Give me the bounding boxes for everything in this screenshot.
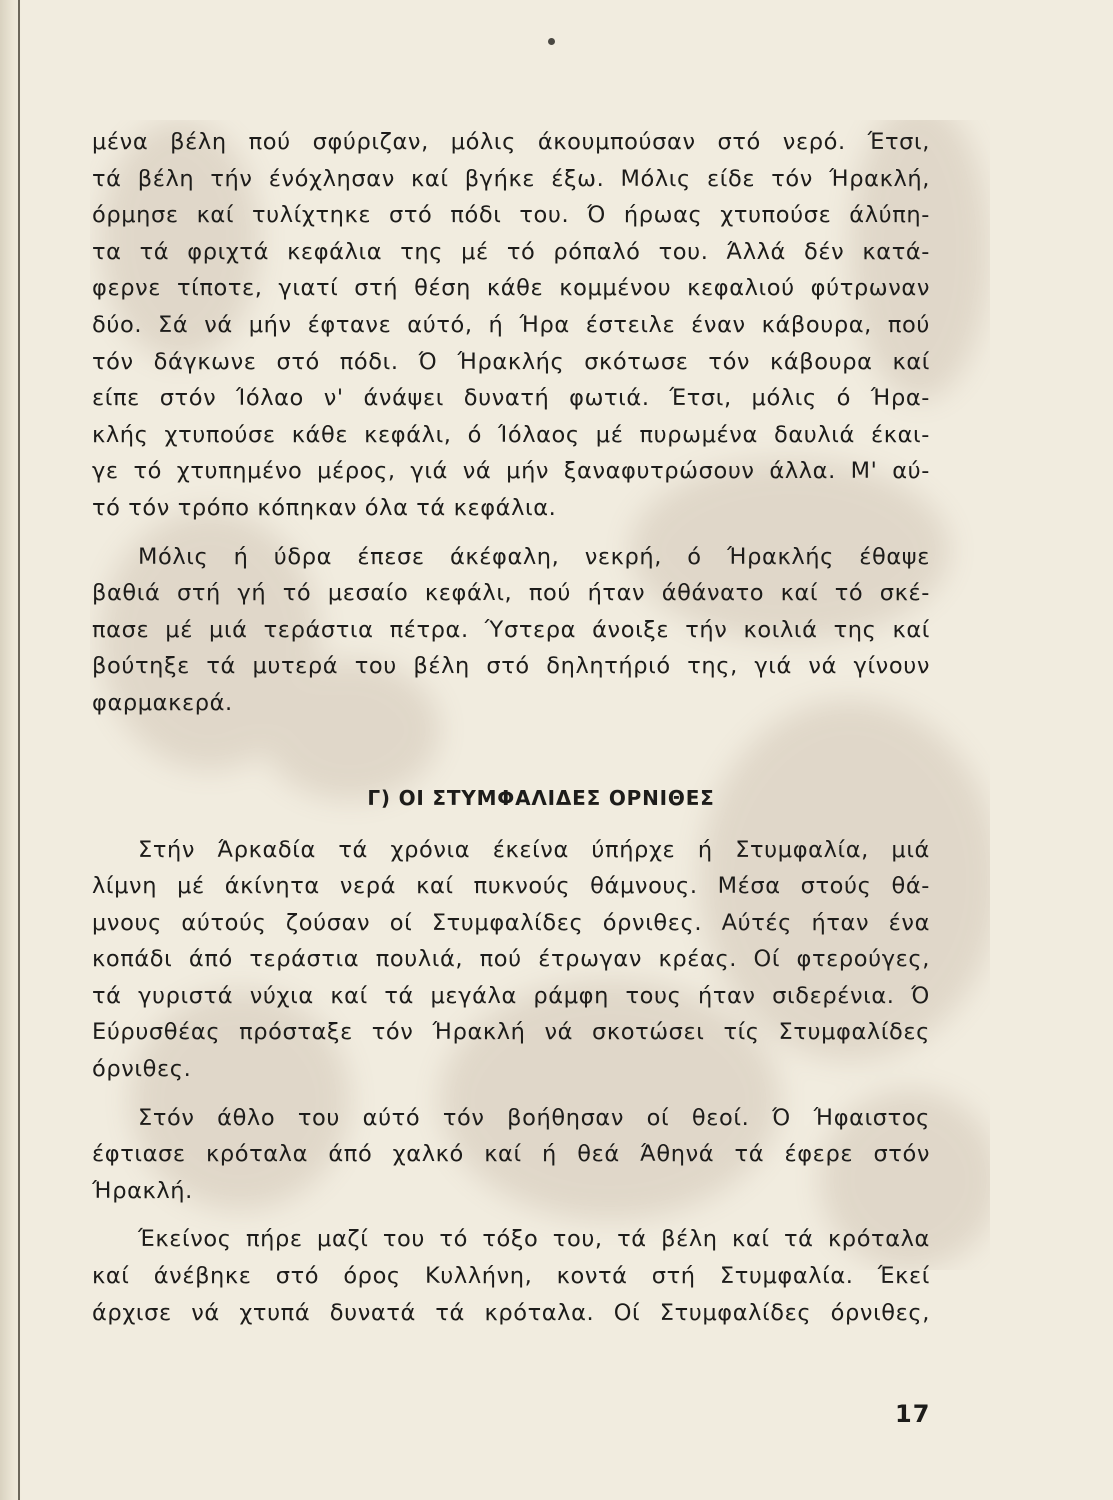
text-line: Στήν Άρκαδία τά χρόνια έκείνα ύπήρχε ή Στυμφαλία, μιά bbox=[138, 836, 930, 863]
text-line: λίμνη μέ άκίνητα νερά καί πυκνούς θάμνους. Μέσα στούς θά- bbox=[92, 873, 930, 900]
text-line: έφτιασε κρόταλα άπό χαλκό καί ή θεά Άθηνά τά έφερε στόν bbox=[92, 1141, 930, 1168]
text-line: τά γυριστά νύχια καί τά μεγάλα ράμφη τους ήταν σιδερένια. Ό bbox=[92, 982, 930, 1009]
section-heading: Γ) ΟΙ ΣΤΥΜΦΑΛΙΔΕΣ ΟΡΝΙΘΕΣ bbox=[367, 785, 715, 810]
paragraph-2 bbox=[92, 539, 930, 722]
text-line: άρχισε νά χτυπά δυνατά τά κρόταλα. Οί Στυμφαλίδες όρνιθες, bbox=[92, 1299, 930, 1326]
paragraph-4 bbox=[92, 1100, 930, 1210]
text-line: φερνε τίποτε, γιατί στή θέση κάθε κομμένου κεφαλιού φύτρωναν bbox=[92, 275, 930, 302]
text-line: φαρμακερά. bbox=[92, 689, 233, 716]
text-line: βούτηξε τά μυτερά του βέλη στό δηλητήριό της, γιά νά γίνουν bbox=[92, 653, 930, 680]
text-line: μένα βέλη πού σφύριζαν, μόλις άκουμπούσαν στό νερό. Έτσι, bbox=[92, 129, 930, 155]
text-line: μνους αύτούς ζούσαν οί Στυμφαλίδες όρνιθες. Αύτές ήταν ένα bbox=[92, 909, 930, 936]
text-line: κοπάδι άπό τεράστια πουλιά, πού έτρωγαν κρέας. Οί φτερούγες, bbox=[92, 946, 930, 973]
book-gutter-edge bbox=[0, 0, 22, 1500]
text-line: Ήρακλή. bbox=[92, 1177, 193, 1204]
text-line: πασε μέ μιά τεράστια πέτρα. Ύστερα άνοιξε τήν κοιλιά της καί bbox=[92, 616, 930, 643]
text-line: τά βέλη τήν ένόχλησαν καί βγήκε έξω. Μόλις είδε τόν Ήρακλή, bbox=[92, 165, 930, 192]
text-line: όρνιθες. bbox=[92, 1056, 192, 1083]
text-line: τόν δάγκωνε στό πόδι. Ό Ήρακλής σκότωσε τόν κάβουρα καί bbox=[92, 348, 930, 375]
text-line: τό τόν τρόπο κόπηκαν όλα τά κεφάλια. bbox=[92, 494, 557, 521]
text-line: βαθιά στή γή τό μεσαίο κεφάλι, πού ήταν άθάνατο καί τό σκέ- bbox=[92, 580, 930, 607]
text-line: είπε στόν Ίόλαο ν' άνάψει δυνατή φωτιά. Έτσι, μόλις ό Ήρα- bbox=[92, 385, 930, 412]
text-line: όρμησε καί τυλίχτηκε στό πόδι του. Ό ήρωας χτυπούσε άλύπη- bbox=[92, 202, 930, 229]
text-line: γε τό χτυπημένο μέρος, γιά νά μήν ξαναφυτρώσουν άλλα. Μ' αύ- bbox=[92, 458, 930, 485]
ink-speck bbox=[548, 38, 555, 45]
text-line: Εύρυσθέας πρόσταξε τόν Ήρακλή νά σκοτώσει τίς Στυμφαλίδες bbox=[92, 1019, 930, 1046]
text-line: δύο. Σά νά μήν έφτανε αύτό, ή Ήρα έστειλε έναν κάβουρα, πού bbox=[92, 311, 930, 338]
text-line: Μόλις ή ύδρα έπεσε άκέφαλη, νεκρή, ό Ήρακλής έθαψε bbox=[138, 543, 930, 570]
text-line: τα τά φριχτά κεφάλια της μέ τό ρόπαλό του. Άλλά δέν κατά- bbox=[92, 238, 930, 265]
page-number: 17 bbox=[895, 1400, 931, 1428]
text-line: κλής χτυπούσε κάθε κεφάλι, ό Ίόλαος μέ πυρωμένα δαυλιά έκαι- bbox=[92, 421, 930, 448]
paragraph-5 bbox=[92, 1221, 930, 1331]
paragraph-3 bbox=[92, 832, 930, 1088]
text-line: Στόν άθλο του αύτό τόν βοήθησαν οί θεοί. Ό Ήφαιστος bbox=[138, 1104, 930, 1131]
text-line: καί άνέβηκε στό όρος Κυλλήνη, κοντά στή Στυμφαλία. Έκεί bbox=[92, 1263, 930, 1290]
text-line: Έκείνος πήρε μαζί του τό τόξο του, τά βέλη καί τά κρόταλα bbox=[138, 1226, 930, 1253]
page-body bbox=[92, 124, 930, 1331]
paragraph-1 bbox=[92, 124, 930, 527]
